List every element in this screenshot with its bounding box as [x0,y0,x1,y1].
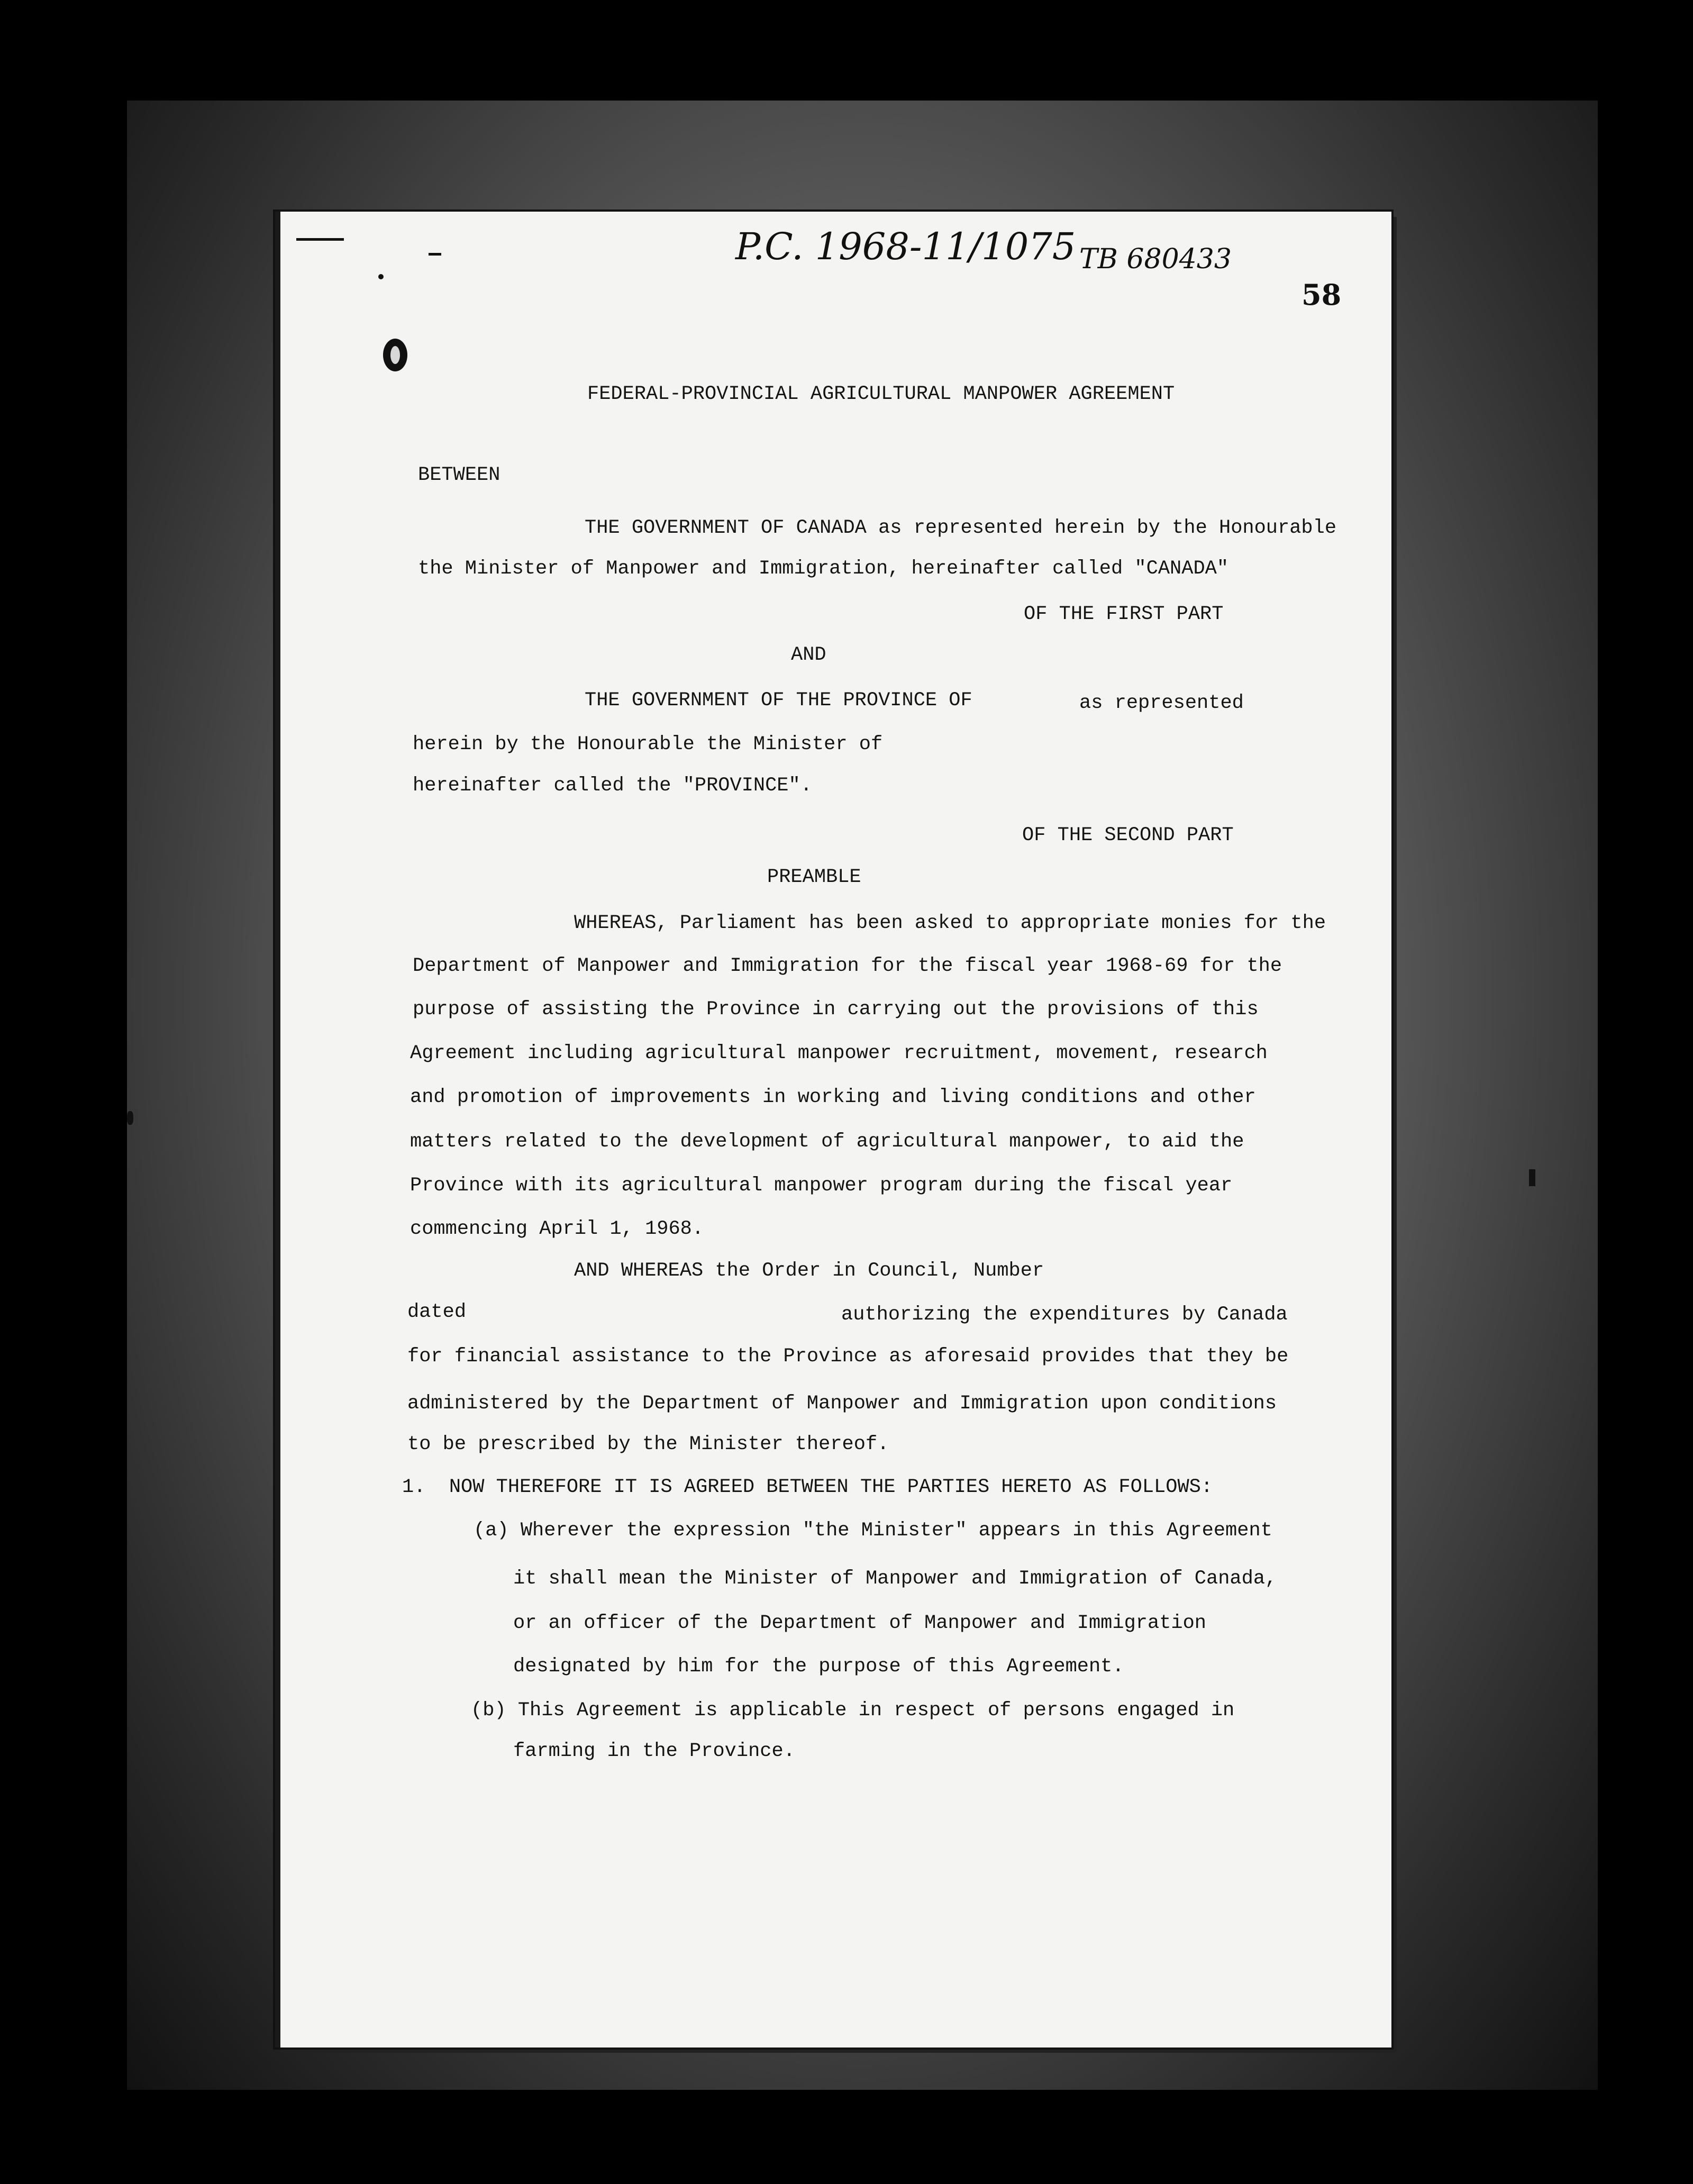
between-label: BETWEEN [418,464,500,486]
whereas-line: administered by the Department of Manpower and Immigration upon conditions [407,1393,1277,1415]
preamble-line: Agreement including agricultural manpower recruitment, movement, research [410,1042,1268,1064]
whereas-line: AND WHEREAS the Order in Council, Number [574,1260,1044,1282]
clause-b-line: (b) This Agreement is applicable in respect of persons engaged in [471,1699,1235,1722]
and-label: AND [791,644,826,666]
clause-1: 1. NOW THEREFORE IT IS AGREED BETWEEN THE PARTIES HERETO AS FOLLOWS: [402,1476,1213,1498]
clause-a-line: it shall mean the Minister of Manpower and Immigration of Canada, [513,1568,1277,1590]
scan-mark [378,274,384,279]
clause-a-line: designated by him for the purpose of this Agreement. [513,1655,1124,1678]
whereas-line: authorizing the expenditures by Canada [841,1304,1288,1326]
province-party-line: herein by the Honourable the Minister of [413,733,883,756]
preamble-heading: PREAMBLE [767,866,861,888]
scan-mark [127,1111,133,1125]
page-number: 58 [1301,278,1342,312]
preamble-line: purpose of assisting the Province in carrying out the provisions of this [413,998,1259,1021]
first-part-label: OF THE FIRST PART [1024,603,1224,625]
preamble-line: and promotion of improvements in working and living conditions and other [410,1086,1256,1108]
preamble-line: Province with its agricultural manpower program during the fiscal year [410,1175,1233,1197]
clause-b-line: farming in the Province. [513,1740,795,1762]
clause-a-line: or an officer of the Department of Manpower and Immigration [513,1612,1207,1634]
clause-a-line: (a) Wherever the expression "the Minister" appears in this Agreement [474,1519,1272,1542]
second-part-label: OF THE SECOND PART [1022,824,1234,847]
document-page [275,212,1391,2048]
preamble-line: WHEREAS, Parliament has been asked to appropriate monies for the [574,912,1326,934]
whereas-line: to be prescribed by the Minister thereof. [407,1433,889,1455]
province-party-line: as represented [1079,692,1244,714]
punch-hole [383,339,407,371]
whereas-line: dated [407,1301,467,1323]
document-title: FEDERAL-PROVINCIAL AGRICULTURAL MANPOWER AGREEMENT [587,383,1175,405]
preamble-line: matters related to the development of agricultural manpower, to aid the [410,1131,1244,1153]
scan-mark [429,253,441,256]
preamble-line: commencing April 1, 1968. [410,1218,704,1240]
preamble-line: Department of Manpower and Immigration for the fiscal year 1968-69 for the [413,955,1282,977]
handwritten-tb-reference: TB 680433 [1079,243,1232,275]
scan-mark [1529,1169,1535,1186]
canada-party-line: THE GOVERNMENT OF CANADA as represented herein by the Honourable [585,517,1337,539]
handwritten-order-reference: P.C. 1968-11/1075 [735,225,1076,268]
scan-mark [296,238,344,241]
province-party-line: hereinafter called the "PROVINCE". [413,775,812,797]
province-party-line: THE GOVERNMENT OF THE PROVINCE OF [585,689,972,712]
whereas-line: for financial assistance to the Province as aforesaid provides that they be [407,1345,1289,1368]
canada-party-line: the Minister of Manpower and Immigration, hereinafter called "CANADA" [418,558,1229,580]
